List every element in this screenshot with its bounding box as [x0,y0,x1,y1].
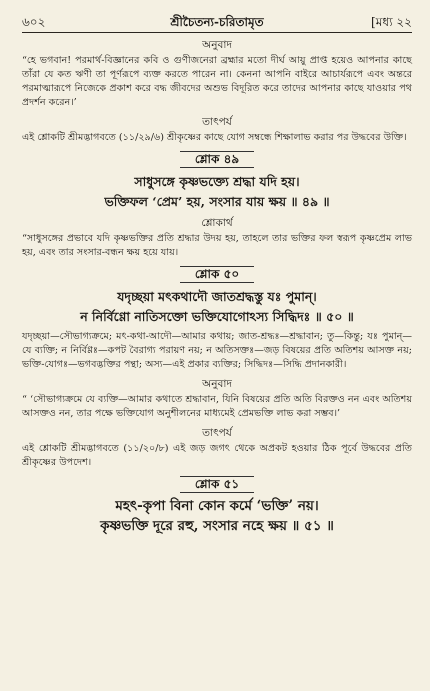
page-header [22,6,412,33]
word-meanings: যদৃচ্ছয়া—সৌভাগ্যক্রমে; মৎ-কথা-আদৌ—আমার কথায়; জাত-শ্রদ্ধঃ—শ্রদ্ধাবান; তু—কিন্তু; যঃ পুমান্—যে ব্যক্তি; ন নির্বিণ্ণঃ—কপট বৈরাগ্য পরায়ণ নয়; ন অতিসক্তঃ—জড় বিষয়ের প্রতি অতিশয় আসক্ত নয়; ভক্তি-যোগঃ—ভগবদ্ভক্তির পন্থা; অস্য—এই প্রকার ব্যক্তির; সিদ্ধিদঃ—সিদ্ধি প্রদানকারী। [22,331,412,370]
verse-51-line-2: কৃষ্ণভক্তি দূরে রহু, সংসার নহে ক্ষয় ॥ ৫১ ॥ [100,518,334,534]
verse-number-49: শ্লোক ৪৯ [180,151,254,168]
verse-49-meaning: “সাধুসঙ্গের প্রভাবে যদি কৃষ্ণভক্তির প্রতি শ্রদ্ধার উদয় হয়, তাহলে তার ভক্তির ফল স্বরূপ কৃষ্ণপ্রেম লাভ হয়, এবং তার সংসার-বন্ধন ক্ষয় হয়ে যায়। [22,233,412,258]
purport-text: এই শ্লোকটি শ্রীমদ্ভাগবতে (১১/২৯/৬) শ্রীকৃষ্ণের কাছে যোগ সম্বন্ধে শিক্ষালাভ করার পর উদ্ধবের উক্তি। [22,132,407,143]
verse-49-line-1: সাধুসঙ্গে কৃষ্ণভক্ত্যে শ্রদ্ধা যদি হয়। [134,174,300,189]
book-title: শ্রীচৈতন্য-চরিতামৃত [170,15,264,29]
translation-text: “হে ভগবান! পরমার্থ-বিজ্ঞানের কবি ও গুণীজনেরা ব্রহ্মার মতো দীর্ঘ আয়ু প্রাপ্ত হয়েও আপনার কাছে তাঁরা যে কত ঋণী তা পূর্ণরূপে ব্যক্ত করতে পারেন না। কেননা আপনি বাইরে আচার্যরূপে এবং অন্তরে পরমাত্মারূপে নিজেকে প্রকাশ করে বদ্ধ জীবদের অশুভ বিদূরিত করে তাদের আপনার কাছে যাওয়ার পথ প্রদর্শন করেন।’ [22,55,412,108]
purport-heading-50: তাৎপর্য [202,427,232,439]
purport-text-50: এই শ্লোকটি শ্রীমদ্ভাগবতে (১১/২০/৮) এই জড় জগৎ থেকে অপ্রকট হওয়ার ঠিক পূর্বে উদ্ধবের প্রতি শ্রীকৃষ্ণের উপদেশ। [22,443,412,468]
verse-number-50: শ্লোক ৫০ [180,266,254,283]
translation-heading: অনুবাদ [202,39,232,51]
verse-meaning-heading: শ্লোকার্থ [201,217,233,229]
verse-51-line-1: মহৎ-কৃপা বিনা কোন কর্মে ‘ভক্তি’ নয়। [115,498,319,514]
page-number: ৬০২ [22,15,46,29]
verse-50-line-2: ন নির্বিণ্ণো নাতিসক্তো ভক্তিযোগোঽস্য সিদ্ধিদঃ ॥ ৫০ ॥ [80,309,354,324]
translation-text-50: “ ‘সৌভাগ্যক্রমে যে ব্যক্তি—আমার কথাতে শ্রদ্ধাবান, যিনি বিষয়ের প্রতি অতি বিরক্তও নন এবং অতিশয় আসক্তও নন, তার পক্ষে ভক্তিযোগ অনুশীলনের মাধ্যমেই প্রেমভক্তি লাভ করা সম্ভব।’ [22,394,412,419]
purport-heading: তাৎপর্য [202,116,232,128]
verse-49-line-2: ভক্তিফল ‘প্রেম’ হয়, সংসার যায় ক্ষয় ॥ ৪৯ ॥ [104,194,330,209]
verse-50-line-1: যদৃচ্ছয়া মৎকথাদৌ জাতশ্রদ্ধস্তু যঃ পুমান্। [117,289,317,304]
verse-number-51: শ্লোক ৫১ [180,476,254,493]
translation-heading-50: অনুবাদ [202,378,232,390]
section-marker: [মধ্য ২২ [371,15,412,29]
